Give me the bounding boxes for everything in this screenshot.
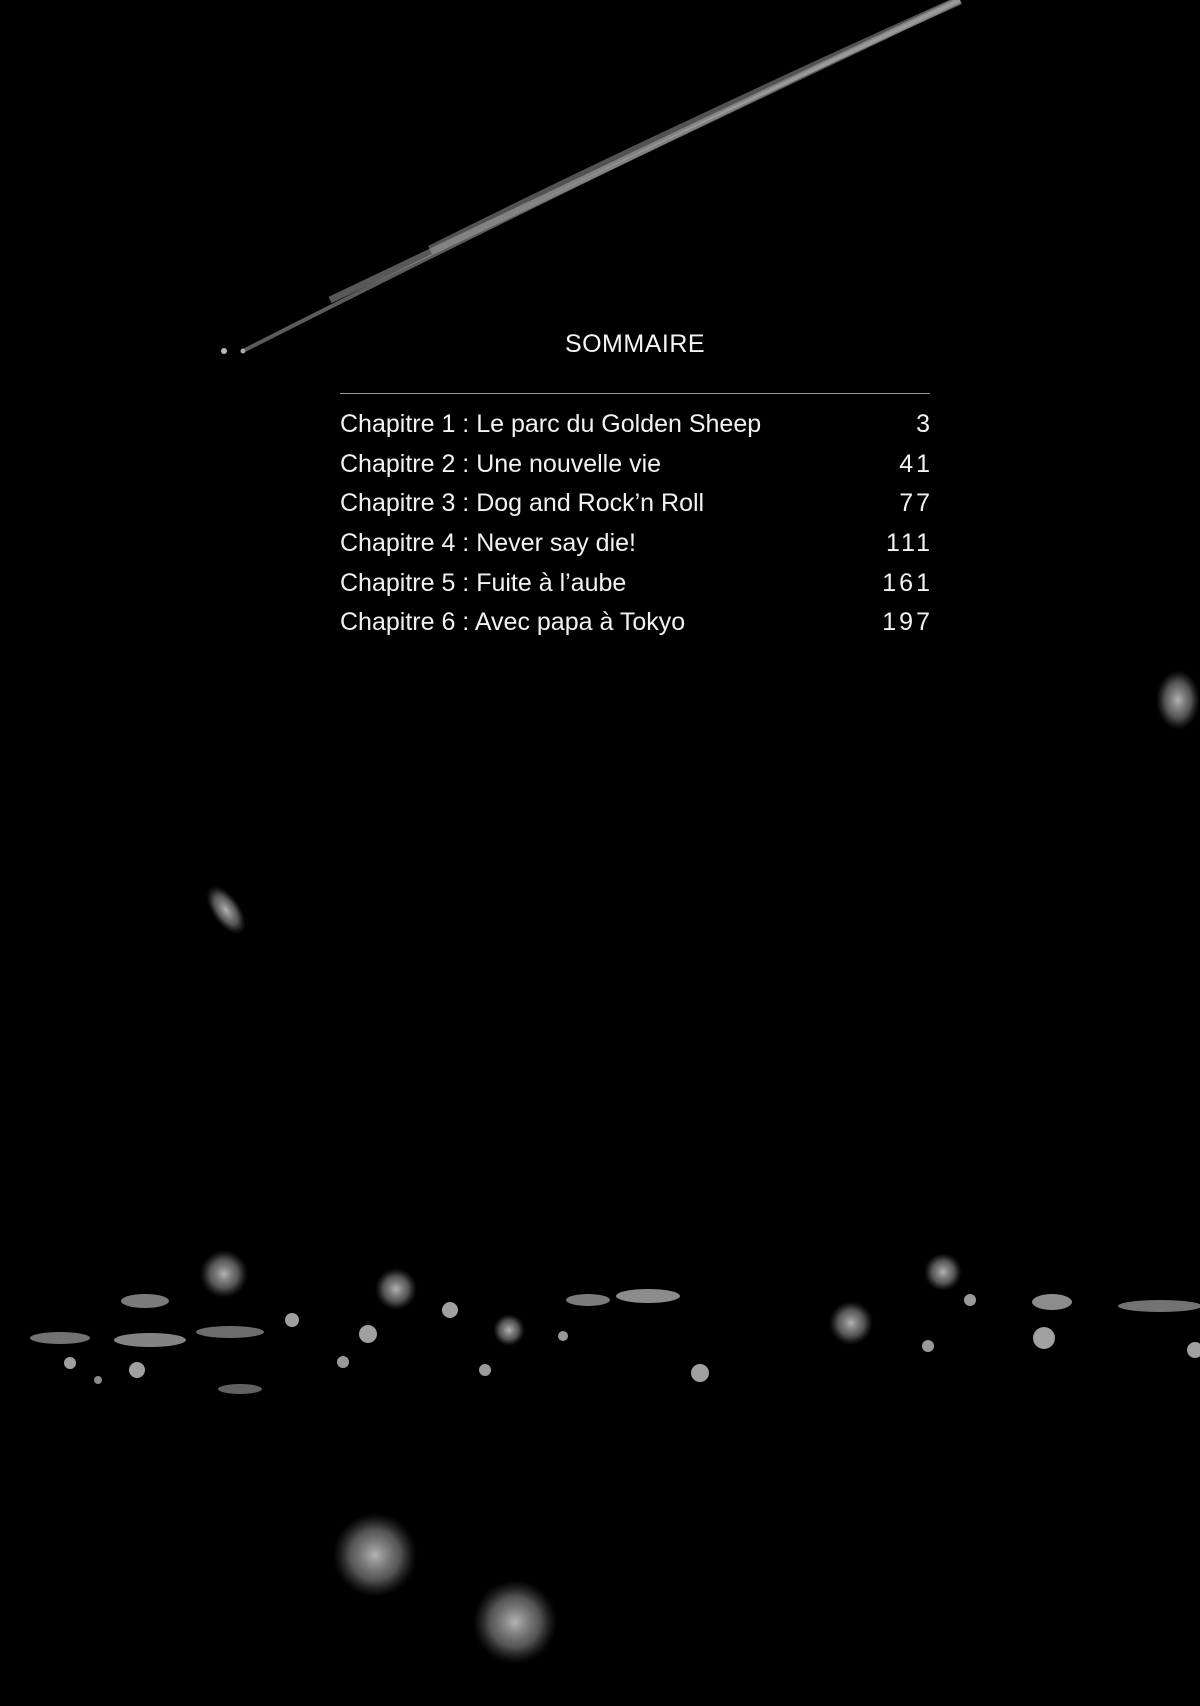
toc-entry bbox=[340, 484, 704, 524]
chapter-separator: : bbox=[455, 449, 477, 478]
chapter-title: Avec papa à Tokyo bbox=[474, 608, 686, 637]
chapter-separator: : bbox=[455, 568, 477, 597]
chapter-separator: : bbox=[455, 489, 477, 518]
chapter-label: Chapitre 1 bbox=[340, 410, 456, 438]
toc-divider bbox=[340, 393, 930, 394]
toc-entry bbox=[340, 524, 636, 564]
toc-row bbox=[340, 603, 933, 643]
page-number: 161 bbox=[882, 568, 933, 597]
toc-title: SOMMAIRE bbox=[564, 330, 706, 358]
toc-row bbox=[340, 445, 933, 485]
chapter-label: Chapitre 3 bbox=[340, 489, 456, 518]
toc-entry bbox=[340, 564, 626, 604]
chapter-title: Fuite à l’aube bbox=[476, 568, 627, 597]
page-number: 3 bbox=[916, 410, 933, 438]
chapter-label: Chapitre 6 bbox=[340, 608, 456, 637]
page-number: 77 bbox=[899, 489, 933, 518]
toc-entry bbox=[340, 405, 761, 445]
chapter-label: Chapitre 2 bbox=[340, 449, 456, 478]
toc-entry bbox=[340, 603, 685, 643]
page-number: 41 bbox=[899, 449, 933, 478]
chapter-separator: : bbox=[455, 410, 477, 438]
chapter-title: Le parc du Golden Sheep bbox=[476, 410, 762, 438]
chapter-title: Dog and Rock’n Roll bbox=[476, 489, 705, 518]
toc-row bbox=[340, 484, 933, 524]
chapter-separator: : bbox=[455, 529, 477, 558]
page-number: 111 bbox=[885, 529, 933, 558]
toc-row bbox=[340, 405, 933, 445]
toc-list bbox=[340, 405, 933, 643]
toc-row bbox=[340, 524, 933, 564]
chapter-label: Chapitre 4 bbox=[340, 529, 456, 558]
chapter-separator: : bbox=[455, 608, 475, 637]
chapter-label: Chapitre 5 bbox=[340, 568, 456, 597]
chapter-title: Never say die! bbox=[476, 529, 636, 558]
city-lights bbox=[30, 670, 1200, 1664]
toc-row bbox=[340, 564, 933, 604]
page-number: 197 bbox=[882, 608, 933, 637]
shooting-star bbox=[221, 0, 960, 354]
chapter-title: Une nouvelle vie bbox=[476, 449, 662, 478]
toc-entry bbox=[340, 445, 661, 485]
